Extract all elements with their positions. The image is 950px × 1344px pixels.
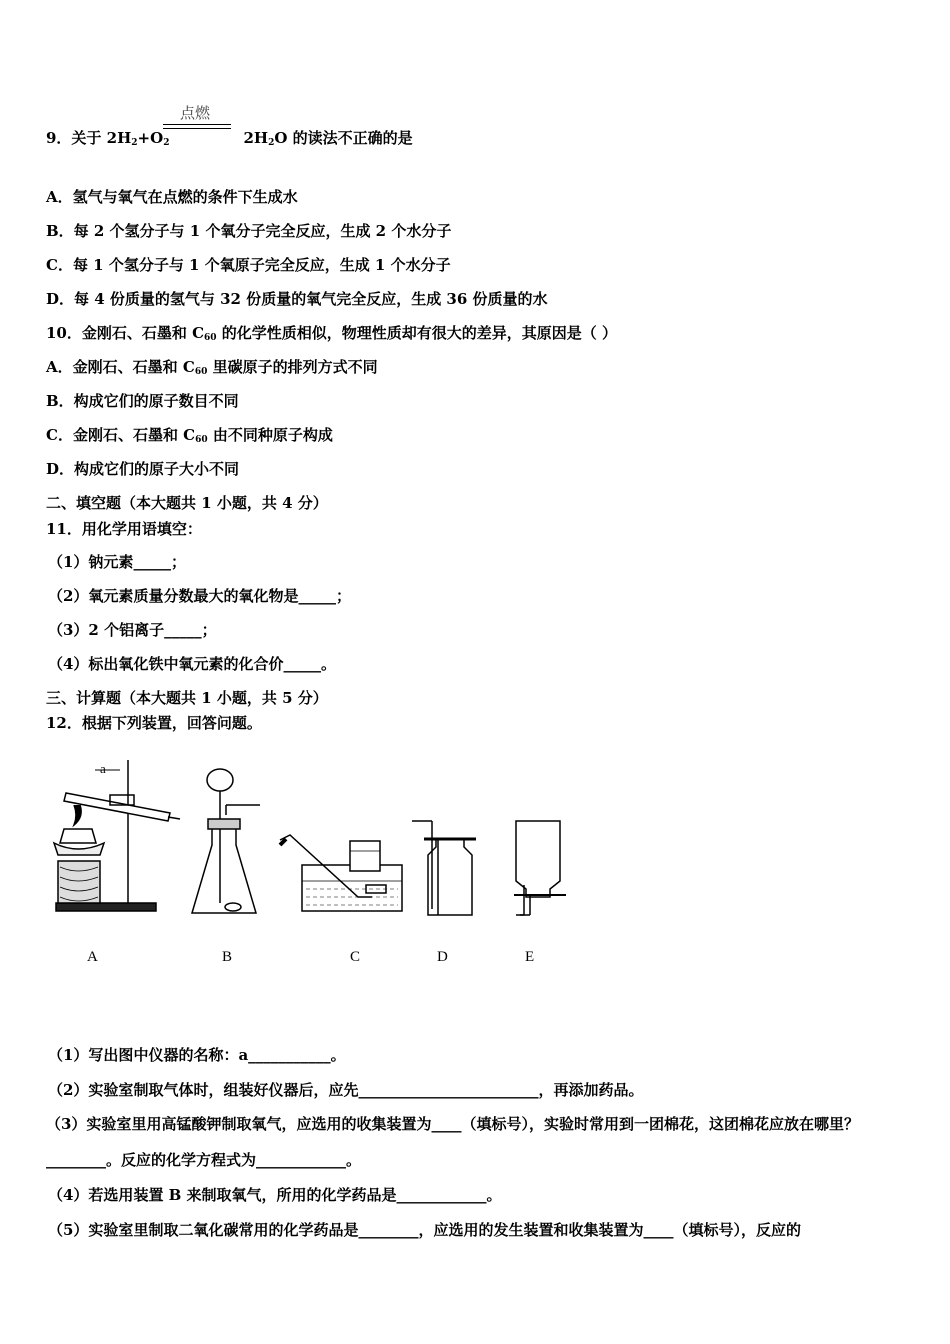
q10-option-d: D．构成它们的原子大小不同 (46, 460, 240, 478)
q10-stem-a: 10．金刚石、石墨和 C (46, 324, 205, 342)
label-a: a (100, 761, 106, 776)
q10-stem (46, 323, 617, 348)
q10-option-c-part2: 由不同种原子构成 (207, 426, 333, 444)
sub-2: 2 (268, 138, 275, 148)
sub-2: 2 (131, 138, 138, 148)
sub-60: 60 (195, 435, 208, 445)
section-3-heading: 三、计算题（本大题共 1 小题，共 5 分） (46, 689, 328, 707)
sub-60: 60 (194, 367, 208, 377)
apparatus-label-d: D (437, 949, 448, 965)
sub-2: 2 (163, 138, 170, 148)
q10-option-a-part2: 里碳原子的排列方式不同 (207, 358, 378, 376)
apparatus-b (192, 769, 260, 913)
q12-item-5: （5）实验室里制取二氧化碳常用的化学药品是________，应选用的发生装置和收集装置为____（填标号），反应的 (48, 1221, 801, 1239)
q10-stem-b: 的化学性质相似，物理性质却有很大的差异，其原因是（ ） (216, 324, 618, 342)
apparatus-label-a: A (87, 949, 98, 965)
apparatus-c (280, 835, 402, 911)
q10-option-a (46, 357, 378, 382)
reaction-condition: 点燃 (180, 104, 211, 122)
q9-stem (46, 128, 413, 153)
apparatus-d (412, 821, 476, 915)
q9-option-d: D．每 4 份质量的氢气与 32 份质量的氧气完全反应，生成 36 份质量的水 (46, 290, 548, 308)
q9-option-b: B．每 2 个氢分子与 1 个氧分子完全反应，生成 2 个水分子 (46, 222, 452, 240)
q11-item-1: （1）钠元素_____； (48, 553, 186, 571)
q12-item-4: （4）若选用装置 B 来制取氧气，所用的化学药品是____________。 (48, 1186, 502, 1204)
apparatus-label-c: C (350, 949, 361, 965)
q12-item-2: （2）实验室制取气体时，组装好仪器后，应先________________________，再添加药品。 (48, 1081, 644, 1099)
q9-stem-suffix: O 的读法不正确的是 (274, 129, 413, 147)
q10-option-c (46, 425, 333, 450)
apparatus-a (54, 760, 180, 911)
apparatus-label-e: E (525, 949, 535, 965)
q10-option-a-part1: A．金刚石、石墨和 C (46, 358, 195, 376)
apparatus-label-b: B (222, 949, 233, 965)
q11-item-4: （4）标出氧化铁中氧元素的化合价_____。 (48, 655, 336, 673)
q11-item-2: （2）氧元素质量分数最大的氧化物是_____； (48, 587, 351, 605)
q10-option-b: B．构成它们的原子数目不同 (46, 392, 239, 410)
q12-stem: 12．根据下列装置，回答问题。 (46, 714, 262, 732)
q12-item-3: （3）实验室里用高锰酸钾制取氧气，应选用的收集装置为____（填标号），实验时常用到一团棉花，这团棉花应放在哪里？________。反应的化学方程式为____________。 (46, 1115, 859, 1169)
q9-stem-mid1: +O (137, 129, 164, 147)
q12-item-1: （1）写出图中仪器的名称：a___________。 (48, 1046, 346, 1064)
q11-stem: 11．用化学用语填空： (46, 520, 202, 538)
apparatus-figure (40, 755, 580, 925)
q9-option-c: C．每 1 个氢分子与 1 个氧原子完全反应，生成 1 个水分子 (46, 256, 451, 274)
q10-option-c-part1: C．金刚石、石墨和 C (46, 426, 196, 444)
q9-stem-mid2: 2H (243, 129, 269, 147)
apparatus-e (514, 821, 566, 915)
q9-stem-prefix: 9．关于 2H (46, 129, 132, 147)
q11-item-3: （3）2 个铝离子_____； (48, 621, 217, 639)
section-2-heading: 二、填空题（本大题共 1 小题，共 4 分） (46, 494, 328, 512)
sub-60: 60 (204, 333, 217, 343)
q9-option-a: A．氢气与氧气在点燃的条件下生成水 (46, 188, 298, 206)
